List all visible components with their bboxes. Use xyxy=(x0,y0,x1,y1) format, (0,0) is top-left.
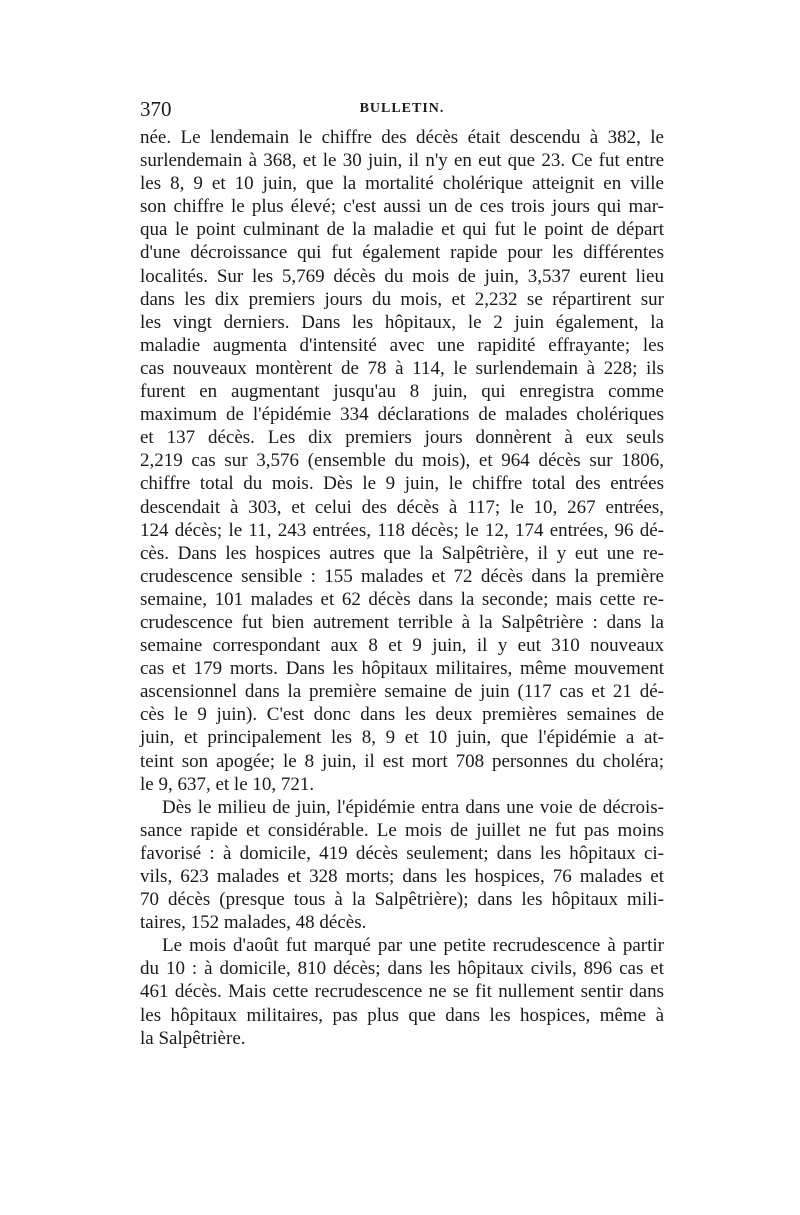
body-text xyxy=(140,126,664,1050)
text-line: crudescence fut bien autrement terrible à la Salpêtrière : dans la xyxy=(140,611,664,633)
text-line: chiffre total du mois. Dès le 9 juin, le chiffre total des entrées xyxy=(140,473,664,495)
text-line: maximum de l'épidémie 334 déclarations de malades cholériques xyxy=(140,404,664,426)
paragraph-first-line: Le mois d'août fut marqué par une petite recrudescence à partir xyxy=(162,935,664,957)
text-line: les 8, 9 et 10 juin, que la mortalité cholérique atteignit en ville xyxy=(140,173,664,195)
text-line: cas et 179 morts. Dans les hôpitaux militaires, même mouvement xyxy=(140,658,664,680)
text-line: dans les dix premiers jours du mois, et 2,232 se répartirent sur xyxy=(140,288,664,310)
text-line: maladie augmenta d'intensité avec une rapidité effrayante; les xyxy=(140,334,664,356)
text-line: du 10 : à domicile, 810 décès; dans les hôpitaux civils, 896 cas et xyxy=(140,958,664,980)
text-line: semaine correspondant aux 8 et 9 juin, il y eut 310 nouveaux xyxy=(140,635,664,657)
text-line: cès le 9 juin). C'est donc dans les deux premières semaines de xyxy=(140,704,664,726)
text-line: cas nouveaux montèrent de 78 à 114, le surlendemain à 228; ils xyxy=(140,357,664,379)
running-head xyxy=(140,96,664,122)
paragraph-end-line: la Salpêtrière. xyxy=(140,1027,246,1049)
text-line: qua le point culminant de la maladie et qui fut le point de départ xyxy=(140,219,664,241)
text-line: 461 décès. Mais cette recrudescence ne se fit nullement sentir dans xyxy=(140,981,664,1003)
text-line: 70 décès (presque tous à la Salpêtrière); dans les hôpitaux mili- xyxy=(140,889,664,911)
text-line: les vingt derniers. Dans les hôpitaux, le 2 juin également, la xyxy=(140,311,664,333)
paragraph-end-line: le 9, 637, et le 10, 721. xyxy=(140,773,315,795)
text-line: son chiffre le plus élevé; c'est aussi un de ces trois jours qui mar- xyxy=(140,196,664,218)
text-line: née. Le lendemain le chiffre des décès était descendu à 382, le xyxy=(140,127,664,148)
text-line: surlendemain à 368, et le 30 juin, il n'y en eut que 23. Ce fut entre xyxy=(140,150,664,172)
page-number: 370 xyxy=(140,97,172,121)
text-line: juin, et principalement les 8, 9 et 10 juin, que l'épidémie a at- xyxy=(140,727,664,749)
text-line: sance rapide et considérable. Le mois de juillet ne fut pas moins xyxy=(140,819,664,841)
text-line: favorisé : à domicile, 419 décès seulement; dans les hôpitaux ci- xyxy=(140,842,664,864)
text-line: les hôpitaux militaires, pas plus que dans les hospices, même à xyxy=(140,1004,664,1026)
text-line: furent en augmentant jusqu'au 8 juin, qui enregistra comme xyxy=(140,381,664,403)
text-line: 2,219 cas sur 3,576 (ensemble du mois), et 964 décès sur 1806, xyxy=(140,450,664,472)
text-line: vils, 623 malades et 328 morts; dans les hospices, 76 malades et xyxy=(140,866,664,887)
text-line: descendait à 303, et celui des décès à 117; le 10, 267 entrées, xyxy=(140,496,664,518)
text-line: crudescence sensible : 155 malades et 72 décès dans la première xyxy=(140,565,664,587)
paragraph-end-line: taires, 152 malades, 48 décès. xyxy=(140,912,367,934)
text-line: cès. Dans les hospices autres que la Salpêtrière, il y eut une re- xyxy=(140,542,664,564)
text-line: d'une décroissance qui fut également rapide pour les différentes xyxy=(140,242,664,264)
text-line: localités. Sur les 5,769 décès du mois de juin, 3,537 eurent lieu xyxy=(140,265,664,287)
text-line: semaine, 101 malades et 62 décès dans la seconde; mais cette re- xyxy=(140,588,664,610)
text-line: 124 décès; le 11, 243 entrées, 118 décès; le 12, 174 entrées, 96 dé- xyxy=(140,519,664,541)
paragraph-first-line: Dès le milieu de juin, l'épidémie entra dans une voie de décrois- xyxy=(162,796,664,818)
text-line: ascensionnel dans la première semaine de juin (117 cas et 21 dé- xyxy=(140,681,664,703)
text-line: teint son apogée; le 8 juin, il est mort 708 personnes du choléra; xyxy=(140,750,664,772)
running-title: BULLETIN. xyxy=(359,101,445,116)
text-line: et 137 décès. Les dix premiers jours donnèrent à eux seuls xyxy=(140,427,664,449)
